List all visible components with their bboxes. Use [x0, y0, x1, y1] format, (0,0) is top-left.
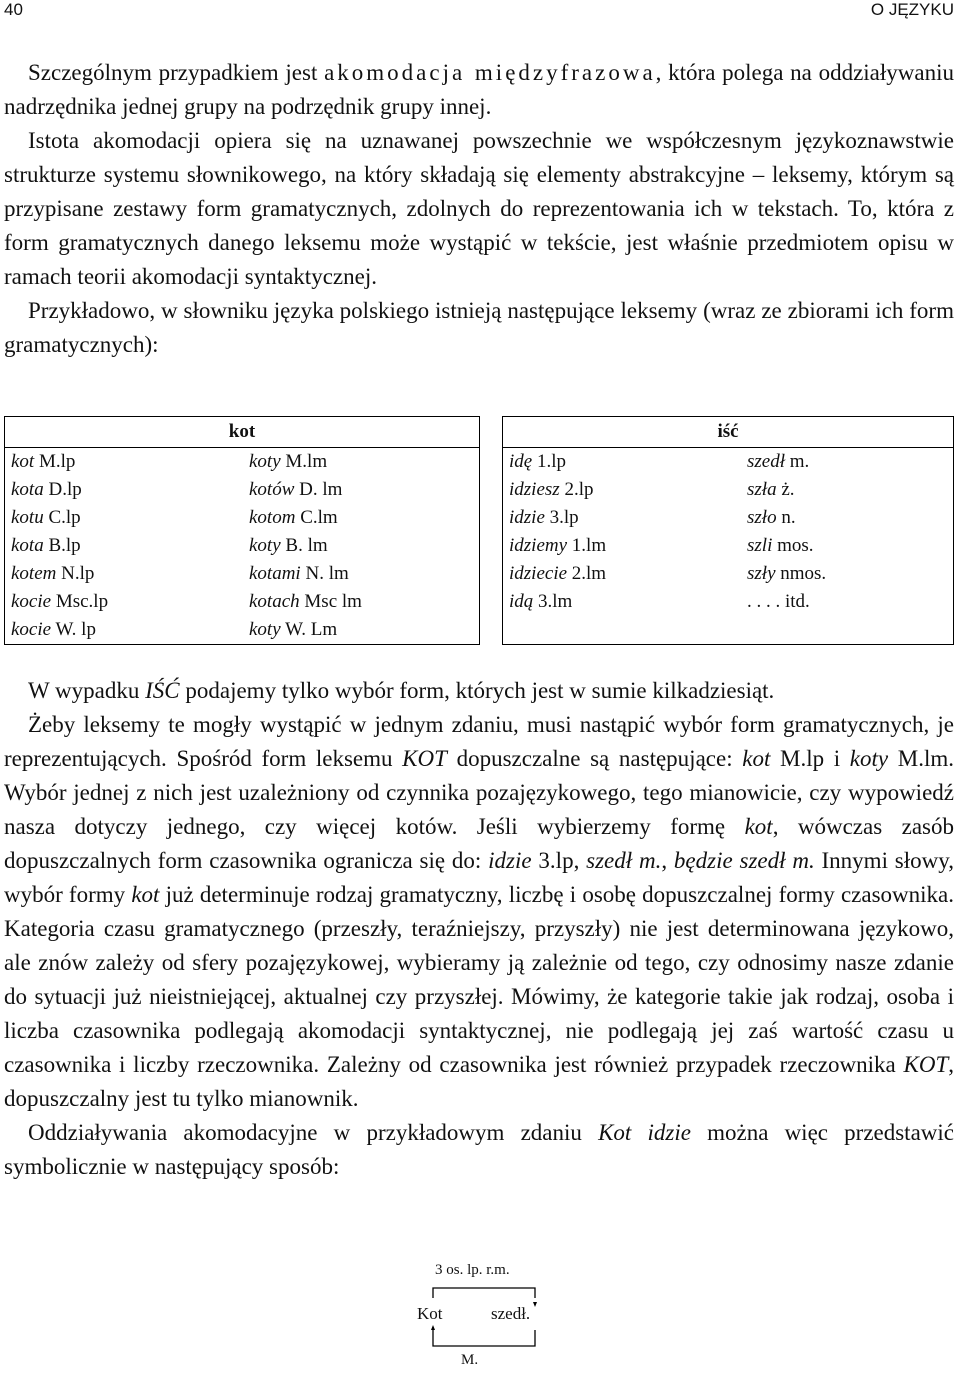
form-tag: N.lp — [56, 563, 95, 584]
body-text-top — [4, 56, 954, 362]
arrow-down-icon — [533, 1302, 537, 1307]
page-number: 40 — [4, 0, 23, 19]
diagram-top-label: 3 os. lp. r.m. — [435, 1262, 510, 1278]
form-entry — [249, 588, 362, 616]
paragraph-4: W wypadku IŚĆ podajemy tylko wybór form, których jest w sumie kilkadziesiąt. — [28, 678, 775, 703]
form-word: kocie — [11, 619, 52, 640]
form-entry — [509, 476, 747, 504]
form-tag: . . . . itd. — [747, 591, 810, 612]
form-tag: m. — [785, 451, 810, 472]
form-word: szła — [747, 479, 777, 500]
form-word: kotu — [11, 507, 44, 528]
form-entry — [11, 504, 249, 532]
form-tag: n. — [776, 507, 796, 528]
form-tag: 2.lm — [567, 563, 607, 584]
form-entry — [509, 532, 747, 560]
form-word: idę — [509, 451, 533, 472]
form-entry — [11, 448, 249, 476]
form-word: idziecie — [509, 563, 568, 584]
form-tag: D. lm — [294, 479, 343, 500]
form-tag: M.lm — [280, 451, 328, 472]
form-tag: C.lm — [295, 507, 338, 528]
paragraph-3: Przykładowo, w słowniku języka polskiego istnieją następujące leksemy (wraz ze zbiorami ich form gramatycznych): — [4, 298, 954, 357]
form-tag: M.lp — [34, 451, 76, 472]
form-entry — [747, 560, 826, 588]
form-tag: 2.lp — [559, 479, 594, 500]
lexeme-header-kot: kot — [5, 417, 480, 448]
form-tag: nmos. — [775, 563, 827, 584]
form-entry — [747, 504, 826, 532]
form-tag: 1.lm — [567, 535, 607, 556]
form-tag: N. lm — [300, 563, 349, 584]
form-tag: Msc.lp — [51, 591, 109, 612]
form-entry — [747, 532, 826, 560]
form-entry — [509, 448, 747, 476]
form-word: kotami — [249, 563, 301, 584]
form-word: szli — [747, 535, 773, 556]
form-tag: 1.lp — [532, 451, 566, 472]
diagram-noun: Kot — [417, 1304, 443, 1323]
form-word: szły — [747, 563, 776, 584]
form-tag: D.lp — [43, 479, 82, 500]
form-word: szło — [747, 507, 777, 528]
spaced-term: akomodacja międzyfrazowa — [324, 60, 656, 85]
form-word: idą — [509, 591, 534, 612]
form-tag: B.lp — [43, 535, 81, 556]
form-entry — [509, 504, 747, 532]
form-tag: Msc lm — [299, 591, 362, 612]
form-word: koty — [249, 535, 281, 556]
form-entry — [11, 560, 249, 588]
arrow-up-icon — [431, 1325, 435, 1330]
form-entry — [747, 476, 826, 504]
kot-singular-column — [11, 448, 249, 644]
form-tag: ż. — [776, 479, 795, 500]
form-word: idziemy — [509, 535, 568, 556]
isc-present-column — [509, 448, 747, 616]
form-entry — [249, 448, 362, 476]
lexeme-forms-table — [4, 416, 954, 645]
form-tag: B. lm — [280, 535, 328, 556]
isc-forms-cell — [503, 448, 954, 645]
paragraph-5: Żeby leksemy te mogły wystąpić w jednym zdaniu, musi nastąpić wybór form gramatycznych, je reprezentujących. Spośród form leksemu KOT dopuszczalne są następujące: kot M.lp i koty M.lm. Wybór jednej z nich jest uzależniony od czynnika pozajęzykowego, tego mianowicie, czy wypowiedź nasza dotyczy jednego, czy więcej kotów. Jeśli wybierzemy formę kot, wówczas zasób dopuszczalnych form czasownika ogranicza się do: idzie 3.lp, szedł m., będzie szedł m. Innymi słowy, wybór formy kot już determinuje rodzaj gramatyczny, liczbę i osobę dopuszczalnej formy czasownika. Kategoria czasu gramatycznego (przeszły, teraźniejszy, przyszły) nie jest determinowana językowo, ale znów zależy od sfery pozajęzykowej, wybieramy ją zależnie od tego, czy odnosimy nasze zdanie do sytuacji już nieistniejącej, aktualnej czy przyszłej. Mówimy, że kategorie takie jak rodzaj, osoba i liczba czasownika podlegają akomodacji syntaktycznej, nie podlegają jej zaś wartość czasu u czasownika i liczby rzeczownika. Zależny od czasownika jest również przypadek rzeczownika KOT, dopuszczalny jest tu tylko mianownik. — [4, 712, 954, 1111]
kot-forms-cell — [5, 448, 480, 645]
form-entry — [249, 560, 362, 588]
form-word: kot — [11, 451, 35, 472]
form-entry — [249, 476, 362, 504]
form-word: koty — [249, 451, 281, 472]
running-section-title: O JĘZYKU — [870, 0, 954, 19]
form-entry — [509, 560, 747, 588]
form-word: kota — [11, 535, 44, 556]
form-tag: 3.lp — [544, 507, 579, 528]
form-entry — [249, 532, 362, 560]
page-header — [0, 0, 960, 24]
kot-plural-column — [249, 448, 362, 644]
diagram-bottom-label: M. — [461, 1352, 479, 1368]
form-entry — [11, 476, 249, 504]
form-word: kocie — [11, 591, 52, 612]
form-word: idzie — [509, 507, 545, 528]
diagram-verb: szedł. — [491, 1304, 531, 1323]
form-word: kotem — [11, 563, 57, 584]
paragraph-1: Szczególnym przypadkiem jest akomodacja międzyfrazowa, która polega na oddziaływaniu nadrzędnika jednej grupy na podrzędnik grupy innej. — [4, 60, 954, 119]
form-tag: W. Lm — [280, 619, 338, 640]
form-word: kotach — [249, 591, 300, 612]
form-entry — [249, 616, 362, 644]
lexeme-header-isc: iść — [503, 417, 954, 448]
form-entry — [249, 504, 362, 532]
accommodation-diagram — [395, 1262, 555, 1372]
form-entry — [747, 588, 826, 616]
form-word: kotom — [249, 507, 296, 528]
paragraph-2: Istota akomodacji opiera się na uznawanej powszechnie we współczesnym językoznawstwie strukturze systemu słownikowego, na który składają się elementy abstrakcyjne – leksemy, którym są przypisane zestawy form gramatycznych, zdolnych do reprezentowania ich w tekstach. To, która z form gramatycznych danego leksemu może wystąpić w tekście, jest właśnie przedmiotem opisu w ramach teorii akomodacji syntaktycznej. — [4, 128, 954, 289]
form-word: idziesz — [509, 479, 560, 500]
form-entry — [11, 532, 249, 560]
form-tag: W. lp — [51, 619, 96, 640]
form-tag: 3.lm — [533, 591, 573, 612]
form-tag: C.lp — [43, 507, 81, 528]
form-entry — [747, 448, 826, 476]
form-entry — [11, 588, 249, 616]
form-word: szedł — [747, 451, 785, 472]
form-word: kotów — [249, 479, 295, 500]
paragraph-6: Oddziaływania akomodacyjne w przykładowym zdaniu Kot idzie można więc przedstawić symbolicznie w następujący sposób: — [4, 1120, 954, 1179]
form-word: koty — [249, 619, 281, 640]
form-entry — [509, 588, 747, 616]
isc-past-column — [747, 448, 826, 616]
body-text-bottom — [4, 674, 954, 1184]
form-tag: mos. — [772, 535, 814, 556]
form-entry — [11, 616, 249, 644]
form-word: kota — [11, 479, 44, 500]
